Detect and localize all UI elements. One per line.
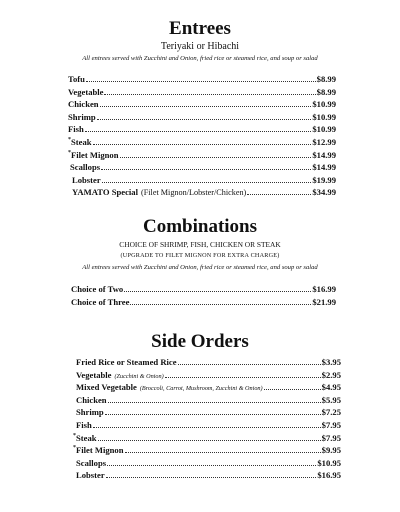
menu-item-label: Choice of Three — [71, 296, 130, 307]
asterisk-mark: * — [73, 445, 76, 452]
menu-item — [73, 370, 341, 383]
menu-item-label: Mixed Vegetable — [76, 382, 137, 393]
dot-leader — [102, 182, 312, 183]
menu-item-name — [70, 162, 100, 172]
dot-leader — [124, 291, 311, 292]
menu-item-label: YAMATO Special — [72, 187, 138, 198]
dot-leader — [100, 106, 312, 107]
dot-leader — [98, 440, 321, 441]
menu-item-price: $14.99 — [312, 162, 336, 173]
combinations-note: All entrees served with Zucchini and Onion, fried rice or steamed rice, and soup or salad — [82, 264, 318, 271]
menu-item — [68, 124, 336, 137]
menu-item-label: Steak — [71, 136, 92, 147]
menu-item-label: Steak — [76, 432, 97, 443]
menu-item — [68, 175, 336, 188]
menu-item — [71, 297, 336, 310]
combinations-list — [71, 284, 336, 309]
menu-item-label: Chicken — [76, 394, 107, 405]
menu-item-name — [76, 407, 104, 417]
menu-item-label: Tofu — [68, 74, 85, 84]
dot-leader — [86, 81, 316, 82]
dot-leader — [108, 402, 321, 403]
menu-item-price: $8.99 — [316, 74, 336, 84]
combinations-subtitle: CHOICE OF SHRIMP, FISH, CHICKEN OR STEAK — [119, 240, 281, 249]
menu-item-price: $10.99 — [312, 124, 336, 135]
asterisk-mark: * — [73, 432, 76, 439]
menu-item-label: Choice of Two — [71, 284, 124, 294]
combinations-upgrade: (UPGRADE TO FILET MIGNON FOR EXTRA CHARGE) — [120, 252, 280, 259]
dot-leader — [247, 194, 311, 195]
menu-item — [68, 187, 336, 200]
menu-item-name — [76, 470, 105, 480]
menu-item-price: $16.99 — [312, 284, 336, 294]
dot-leader — [104, 94, 315, 95]
menu-item-price: $10.99 — [312, 111, 336, 122]
menu-item-price: $19.99 — [312, 174, 336, 185]
menu-item — [68, 74, 336, 87]
menu-item-label: Filet Mignon — [76, 445, 124, 456]
menu-item-label: Scallops — [70, 162, 101, 173]
menu-item-name — [76, 420, 92, 430]
menu-item-name — [72, 187, 138, 197]
dot-leader — [93, 427, 321, 428]
menu-item — [73, 420, 341, 433]
combinations-title: Combinations — [142, 216, 258, 237]
menu-item-price: $9.95 — [321, 445, 341, 456]
menu-item-label: Vegetable — [68, 86, 104, 97]
menu-item-name — [71, 297, 129, 307]
menu-item — [68, 137, 336, 150]
menu-item-name — [76, 370, 111, 380]
dot-leader — [107, 465, 316, 466]
menu-item-name — [73, 433, 97, 443]
menu-item — [68, 162, 336, 175]
menu-item-price: $7.25 — [321, 407, 341, 418]
menu-item-label: Fried Rice or Steamed Rice — [76, 357, 177, 367]
menu-item-label: Vegetable — [76, 369, 112, 380]
menu-item-price: $12.99 — [312, 136, 336, 147]
menu-item-price: $8.99 — [316, 86, 336, 97]
menu-item-label: Lobster — [76, 470, 105, 481]
menu-item-name — [72, 175, 101, 185]
menu-item-name — [68, 74, 85, 84]
dot-leader — [93, 144, 312, 145]
menu-item — [73, 433, 341, 446]
menu-item-price: $5.95 — [321, 394, 341, 405]
menu-item-price: $4.95 — [321, 382, 341, 393]
menu-item — [68, 87, 336, 100]
menu-item-name — [73, 445, 124, 455]
sides-list — [73, 357, 341, 483]
menu-item-price: $16.95 — [317, 470, 341, 481]
menu-item-name — [76, 382, 137, 392]
dot-leader — [264, 389, 321, 390]
menu-item-name — [76, 458, 106, 468]
menu-item-label: Filet Mignon — [71, 149, 119, 160]
menu-item-label: Shrimp — [68, 111, 96, 122]
menu-item-name — [76, 357, 177, 367]
menu-item-price: $14.99 — [312, 149, 336, 160]
dot-leader — [85, 131, 312, 132]
menu-item-label: Fish — [76, 419, 92, 430]
dot-leader — [120, 157, 312, 158]
asterisk-mark: * — [68, 137, 71, 144]
menu-item-description: (Filet Mignon/Lobster/Chicken) — [140, 188, 247, 198]
asterisk-mark: * — [68, 149, 71, 156]
menu-item-price: $7.95 — [321, 419, 341, 430]
dot-leader — [178, 364, 321, 365]
menu-item — [68, 150, 336, 163]
menu-item-label: Lobster — [72, 174, 101, 185]
menu-item-name — [68, 87, 103, 97]
sides-title: Side Orders — [151, 331, 249, 352]
dot-leader — [101, 169, 311, 170]
menu-item — [73, 357, 341, 370]
menu-item-label: Scallops — [76, 457, 107, 468]
menu-item-name — [68, 99, 99, 109]
menu-item-description: (Broccoli, Carrot, Mushroom, Zucchini & Onion) — [139, 385, 263, 393]
menu-item-name — [68, 150, 119, 160]
dot-leader — [97, 119, 312, 120]
menu-item — [73, 470, 341, 483]
menu-item-price: $10.99 — [312, 99, 336, 110]
menu-item — [73, 395, 341, 408]
menu-item-name — [71, 284, 123, 294]
menu-item-price: $34.99 — [312, 187, 336, 198]
menu-item — [73, 382, 341, 395]
menu-item — [73, 458, 341, 471]
menu-item-label: Fish — [68, 124, 84, 135]
entrees-note: All entrees served with Zucchini and Onion, fried rice or steamed rice, and soup or salad — [82, 55, 318, 62]
dot-leader — [165, 377, 321, 378]
menu-item — [71, 284, 336, 297]
menu-item-price: $2.95 — [321, 369, 341, 380]
menu-item — [68, 99, 336, 112]
menu-item — [68, 112, 336, 125]
menu-item-name — [68, 124, 84, 134]
menu-item-price: $21.99 — [312, 296, 336, 307]
menu-item-name — [76, 395, 107, 405]
dot-leader — [130, 304, 311, 305]
menu-item-price: $3.95 — [321, 357, 341, 367]
menu-item-name — [68, 137, 92, 147]
menu-item-label: Shrimp — [76, 407, 104, 418]
menu-item-price: $7.95 — [321, 432, 341, 443]
entrees-subtitle: Teriyaki or Hibachi — [160, 41, 240, 52]
menu-item-label: Chicken — [68, 99, 99, 110]
dot-leader — [105, 414, 321, 415]
menu-item-description: (Zucchini & Onion) — [114, 372, 164, 380]
entrees-list — [68, 74, 336, 200]
menu-item — [73, 445, 341, 458]
dot-leader — [125, 452, 321, 453]
menu-item-price: $10.95 — [317, 457, 341, 468]
menu-item — [73, 407, 341, 420]
menu-item-name — [68, 112, 96, 122]
entrees-title: Entrees — [169, 18, 231, 39]
dot-leader — [106, 477, 317, 478]
